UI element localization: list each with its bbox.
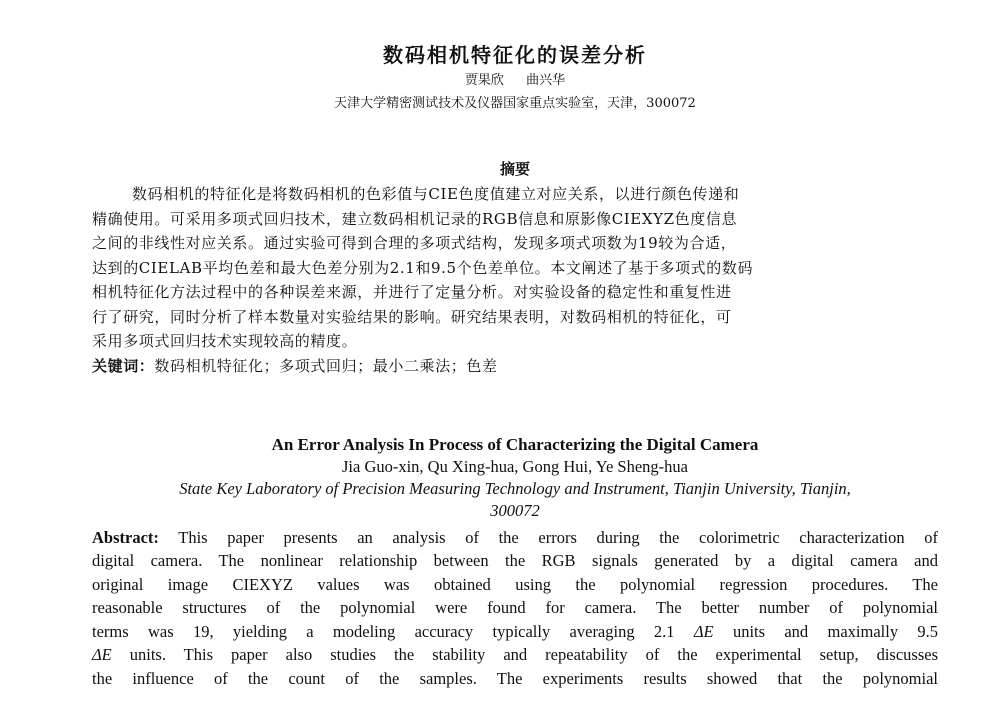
- english-abstract-line: ΔE units. This paper also studies the stability and repeatability of the experimental setup, discusses: [92, 645, 939, 664]
- chinese-abstract-line: 采用多项式回归技术实现较高的精度。: [92, 332, 358, 350]
- delta-e-symbol: ΔE: [92, 645, 112, 664]
- chinese-affiliation: 天津大学精密测试技术及仪器国家重点实验室，天津，300072: [334, 96, 696, 111]
- english-affiliation: [92, 478, 938, 522]
- chinese-abstract-line: 之间的非线性对应关系。通过实验可得到合理的多项式结构，发现多项式项数为19较为合适，: [92, 234, 737, 252]
- english-abstract-label: Abstract:: [92, 527, 159, 547]
- chinese-keywords: [92, 354, 938, 378]
- english-affiliation-line-2: 300072: [490, 500, 540, 520]
- english-abstract: [92, 526, 938, 691]
- english-affiliation-line-1: State Key Laboratory of Precision Measuring Technology and Instrument, Tianjin University, Tianjin,: [179, 478, 851, 498]
- chinese-author-2: 曲兴华: [526, 73, 566, 88]
- chinese-keywords-label: 关键词：: [92, 356, 155, 375]
- english-authors: Jia Guo-xin, Qu Xing-hua, Gong Hui, Ye Sheng-hua: [341, 456, 689, 476]
- chinese-abstract-line: 精确使用。可采用多项式回归技术，建立数码相机记录的RGB信息和原影像CIEXYZ色度信息: [92, 209, 738, 228]
- english-abstract-line: Abstract: This paper presents an analysis of the errors during the colorimetric characterization of: [92, 527, 939, 547]
- chinese-abstract-line: 达到的CIELAB平均色差和最大色差分别为2.1和9.5个色差单位。本文阐述了基于多项式的数码: [92, 258, 754, 277]
- delta-e-symbol: ΔE: [693, 621, 714, 641]
- english-abstract-line: reasonable structures of the polynomial were found for camera. The better number of polynomial: [92, 598, 938, 617]
- chinese-abstract-heading: 摘要: [499, 160, 530, 178]
- chinese-abstract-line: 行了研究，同时分析了样本数量对实验结果的影响。研究结果表明，对数码相机的特征化，可: [92, 307, 732, 326]
- english-abstract-line: digital camera. The nonlinear relationship between the RGB signals generated by a digital camera and: [92, 551, 938, 570]
- paper-page: [92, 0, 938, 690]
- english-abstract-line: the influence of the count of the samples. The experiments results showed that the polynomial: [92, 668, 938, 688]
- english-abstract-line: terms was 19, yielding a modeling accuracy typically averaging 2.1 ΔE units and maximally 9.5: [92, 621, 939, 641]
- chinese-abstract-line: 数码相机的特征化是将数码相机的色彩值与CIE色度值建立对应关系，以进行颜色传递和: [132, 185, 740, 203]
- english-title: An Error Analysis In Process of Characterizing the Digital Camera: [271, 434, 759, 454]
- chinese-keywords-text: 数码相机特征化；多项式回归；最小二乘法；色差: [154, 356, 498, 375]
- chinese-abstract-line: 相机特征化方法过程中的各种误差来源，并进行了定量分析。对实验设备的稳定性和重复性进: [92, 283, 732, 301]
- chinese-title: 数码相机特征化的误差分析: [383, 43, 647, 67]
- english-abstract-line: original image CIEXYZ values was obtained using the polynomial regression procedures. The: [92, 574, 938, 594]
- chinese-authors: [92, 71, 938, 91]
- chinese-author-1: 贾果欣: [464, 73, 504, 88]
- chinese-abstract: [92, 182, 938, 354]
